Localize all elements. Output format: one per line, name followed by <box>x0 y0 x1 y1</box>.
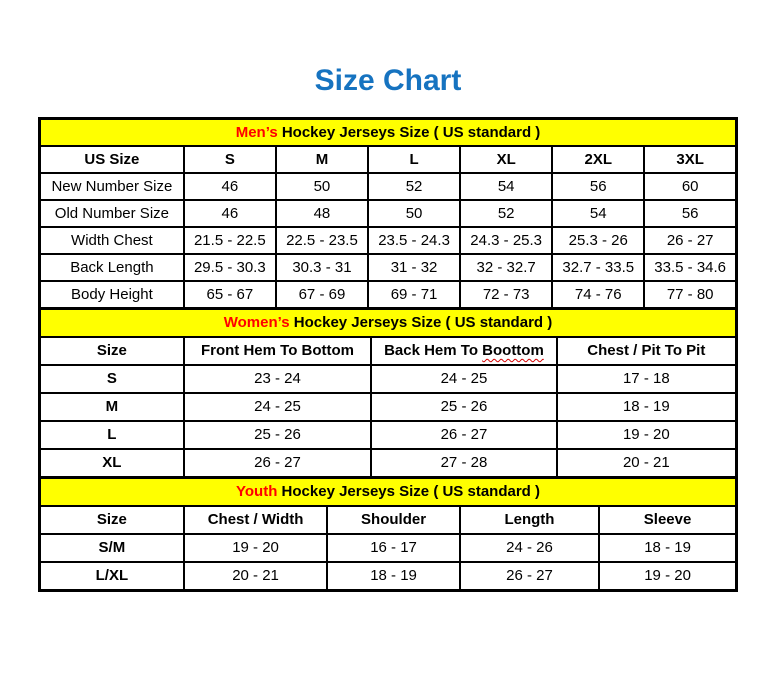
col-header-m: M <box>276 146 368 173</box>
col-header-chest-width: Chest / Width <box>184 506 328 534</box>
value-cell: 27 - 28 <box>371 449 556 478</box>
mens-section-header-row <box>40 118 737 146</box>
value-cell: 46 <box>184 173 276 200</box>
value-cell: 20 - 21 <box>557 449 737 478</box>
row-label: S/M <box>40 534 184 562</box>
value-cell: 50 <box>276 173 368 200</box>
value-cell: 30.3 - 31 <box>276 254 368 281</box>
value-cell: 23 - 24 <box>184 365 371 393</box>
table-row <box>40 421 737 449</box>
value-cell: 46 <box>184 200 276 227</box>
youth-section-header-row <box>40 477 737 506</box>
value-cell: 24 - 26 <box>460 534 599 562</box>
youth-section-title <box>40 477 737 506</box>
row-label: Back Length <box>40 254 184 281</box>
womens-size-table <box>38 307 738 479</box>
value-cell: 20 - 21 <box>184 562 328 591</box>
table-row <box>40 200 737 227</box>
col-header-us-size: US Size <box>40 146 184 173</box>
youth-size-table <box>38 476 738 592</box>
value-cell: 18 - 19 <box>557 393 737 421</box>
table-row <box>40 562 737 591</box>
value-cell: 48 <box>276 200 368 227</box>
col-header-chest-pit: Chest / Pit To Pit <box>557 337 737 365</box>
youth-section-title-red: Youth <box>236 483 278 500</box>
col-header-s: S <box>184 146 276 173</box>
value-cell: 19 - 20 <box>184 534 328 562</box>
value-cell: 56 <box>644 200 736 227</box>
row-label: New Number Size <box>40 173 184 200</box>
value-cell: 19 - 20 <box>557 421 737 449</box>
table-row <box>40 173 737 200</box>
value-cell: 24 - 25 <box>371 365 556 393</box>
youth-column-header-row <box>40 506 737 534</box>
page-title: Size Chart <box>314 64 462 97</box>
value-cell: 32.7 - 33.5 <box>552 254 644 281</box>
row-label: L/XL <box>40 562 184 591</box>
col-header-back-hem <box>371 337 556 365</box>
value-cell: 22.5 - 23.5 <box>276 227 368 254</box>
value-cell: 25 - 26 <box>184 421 371 449</box>
col-header-xl: XL <box>460 146 552 173</box>
value-cell: 74 - 76 <box>552 281 644 309</box>
value-cell: 26 - 27 <box>460 562 599 591</box>
value-cell: 54 <box>460 173 552 200</box>
value-cell: 17 - 18 <box>557 365 737 393</box>
col-header-l: L <box>368 146 460 173</box>
mens-size-table <box>38 117 738 310</box>
table-row <box>40 449 737 478</box>
value-cell: 60 <box>644 173 736 200</box>
col-header-2xl: 2XL <box>552 146 644 173</box>
value-cell: 16 - 17 <box>327 534 459 562</box>
value-cell: 50 <box>368 200 460 227</box>
value-cell: 52 <box>460 200 552 227</box>
row-label: Old Number Size <box>40 200 184 227</box>
value-cell: 32 - 32.7 <box>460 254 552 281</box>
value-cell: 65 - 67 <box>184 281 276 309</box>
value-cell: 25.3 - 26 <box>552 227 644 254</box>
value-cell: 56 <box>552 173 644 200</box>
table-row <box>40 254 737 281</box>
womens-section-header-row <box>40 308 737 337</box>
col-header-sleeve: Sleeve <box>599 506 736 534</box>
row-label: XL <box>40 449 184 478</box>
value-cell: 25 - 26 <box>371 393 556 421</box>
womens-section-title <box>40 308 737 337</box>
womens-section-title-red: Women’s <box>223 314 290 331</box>
col-header-shoulder: Shoulder <box>327 506 459 534</box>
womens-section-title-text: Hockey Jerseys Size ( US standard ) <box>289 314 553 331</box>
value-cell: 24.3 - 25.3 <box>460 227 552 254</box>
mens-section-title-red: Men’s <box>235 123 278 141</box>
value-cell: 33.5 - 34.6 <box>644 254 736 281</box>
row-label: Body Height <box>40 281 184 309</box>
value-cell: 23.5 - 24.3 <box>368 227 460 254</box>
table-row <box>40 393 737 421</box>
value-cell: 77 - 80 <box>644 281 736 309</box>
table-row <box>40 281 737 309</box>
value-cell: 24 - 25 <box>184 393 371 421</box>
col-header-size: Size <box>40 506 184 534</box>
value-cell: 31 - 32 <box>368 254 460 281</box>
col-header-length: Length <box>460 506 599 534</box>
value-cell: 19 - 20 <box>599 562 736 591</box>
row-label: L <box>40 421 184 449</box>
back-hem-misspelled-word: Boottom <box>482 342 544 359</box>
value-cell: 21.5 - 22.5 <box>184 227 276 254</box>
mens-section-title <box>40 118 737 146</box>
col-header-size: Size <box>40 337 184 365</box>
col-header-3xl: 3XL <box>644 146 736 173</box>
womens-column-header-row <box>40 337 737 365</box>
youth-section-title-text: Hockey Jerseys Size ( US standard ) <box>277 483 540 500</box>
value-cell: 69 - 71 <box>368 281 460 309</box>
mens-section-title-text: Hockey Jerseys Size ( US standard ) <box>277 123 541 141</box>
value-cell: 67 - 69 <box>276 281 368 309</box>
row-label: Width Chest <box>40 227 184 254</box>
value-cell: 26 - 27 <box>184 449 371 478</box>
value-cell: 72 - 73 <box>460 281 552 309</box>
value-cell: 29.5 - 30.3 <box>184 254 276 281</box>
value-cell: 18 - 19 <box>327 562 459 591</box>
size-chart-tables <box>38 117 738 592</box>
back-hem-label-prefix: Back Hem To <box>384 342 483 359</box>
value-cell: 26 - 27 <box>371 421 556 449</box>
table-row <box>40 227 737 254</box>
table-row <box>40 365 737 393</box>
value-cell: 18 - 19 <box>599 534 736 562</box>
value-cell: 54 <box>552 200 644 227</box>
table-row <box>40 534 737 562</box>
row-label: S <box>40 365 184 393</box>
col-header-front-hem: Front Hem To Bottom <box>184 337 371 365</box>
row-label: M <box>40 393 184 421</box>
mens-column-header-row <box>40 146 737 173</box>
value-cell: 52 <box>368 173 460 200</box>
value-cell: 26 - 27 <box>644 227 736 254</box>
